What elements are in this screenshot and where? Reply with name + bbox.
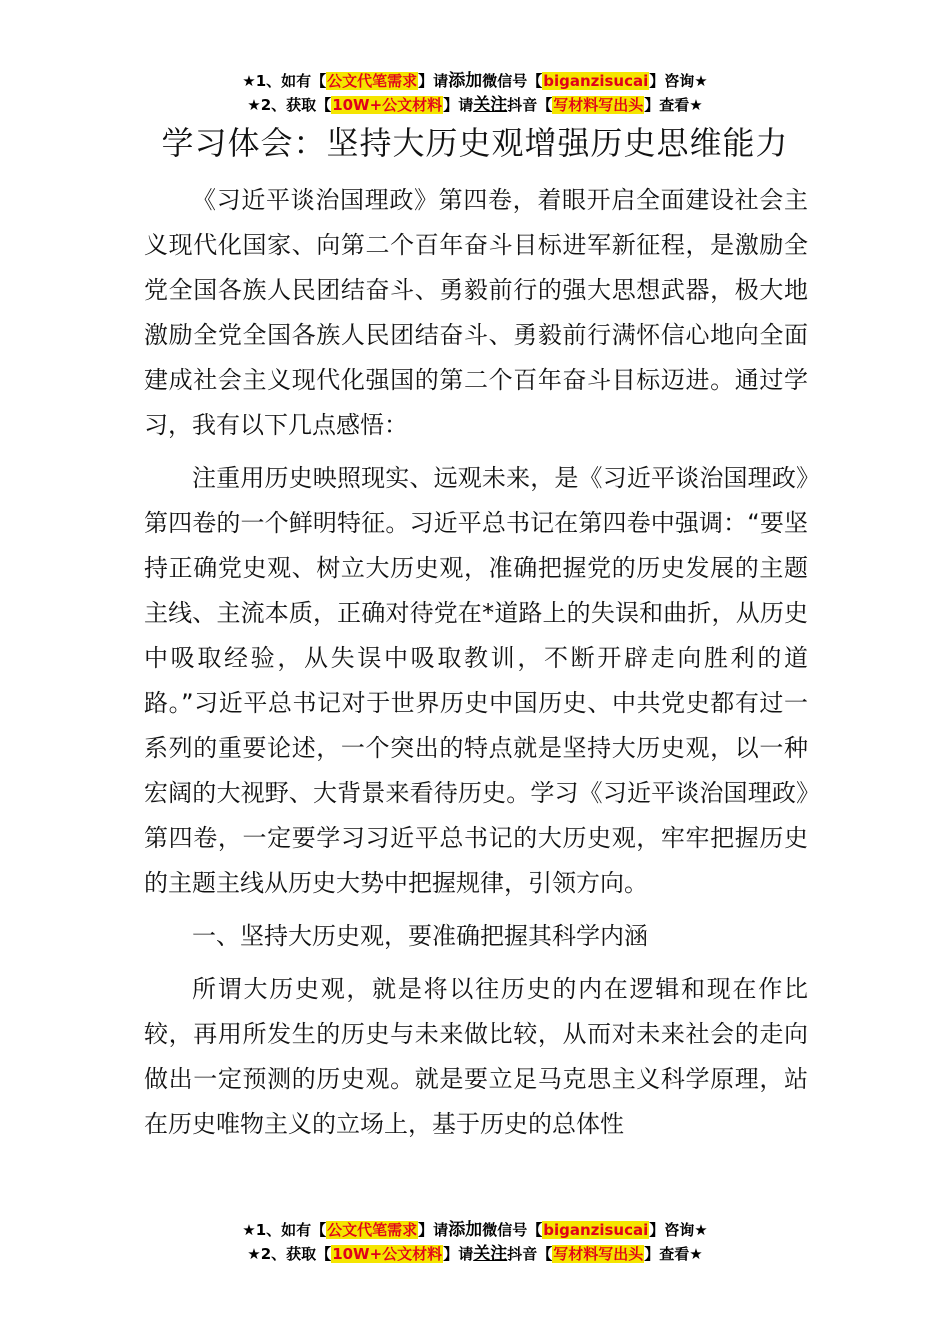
section-heading: 一、坚持大历史观，要准确把握其科学内涵 (192, 922, 648, 950)
banner-text: ★2、获取【 (247, 96, 332, 114)
banner-text: 】咨询★ (649, 1221, 708, 1239)
banner-text: 关注 (473, 95, 508, 115)
banner-highlight: 10W+公文材料 (332, 1245, 443, 1263)
banner-text: 抖音【 (507, 96, 553, 114)
banner-text: 添加 (448, 1220, 483, 1240)
banner-text: ★2、获取【 (247, 1245, 332, 1263)
banner-text: 】请 (443, 96, 474, 114)
banner-text: 抖音【 (507, 1245, 553, 1263)
paragraph: 所谓大历史观，就是将以往历史的内在逻辑和现在作比较，再用所发生的历史与未来做比较，从而对未来社会的走向做出一定预测的历史观。就是要立足马克思主义科学原理，站在历史唯物主义的立场上，基于历史的总体性 (144, 975, 808, 1138)
header-banner (0, 70, 950, 118)
banner-text: 微信号【 (482, 72, 543, 90)
banner-text: 】请 (418, 1221, 449, 1239)
document-title: 学习体会：坚持大历史观增强历史思维能力 (161, 124, 789, 162)
banner-text: 】咨询★ (649, 72, 708, 90)
banner-text: 关注 (473, 1244, 508, 1264)
banner-highlight: 10W+公文材料 (332, 96, 443, 114)
banner-wechat-id: biganzisucai (543, 72, 649, 90)
banner-text: 微信号【 (482, 1221, 543, 1239)
banner-highlight: 公文代笔需求 (327, 72, 418, 90)
banner-line-1 (0, 70, 950, 94)
paragraph: 注重用历史映照现实、远观未来，是《习近平谈治国理政》第四卷的一个鲜明特征。习近平总书记在第四卷中强调：“要坚持正确党史观、树立大历史观，准确把握党的历史发展的主题主线、主流本质，正确对待党在*道路上的失误和曲折，从历史中吸取经验，从失误中吸取教训，不断开辟走向胜利的道路。”习近平总书记对于世界历史中国历史、中共党史都有过一系列的重要论述，一个突出的特点就是坚持大历史观，以一种宏阔的大视野、大背景来看待历史。学习《习近平谈治国理政》第四卷，一定要学习习近平总书记的大历史观，牢牢把握历史的主题主线从历史大势中把握规律，引领方向。 (144, 464, 808, 897)
footer-banner (0, 1219, 950, 1267)
banner-text: 】查看★ (644, 1245, 703, 1263)
banner-text: 】请 (418, 72, 449, 90)
banner-text: 添加 (448, 71, 483, 91)
banner-text: ★1、如有【 (242, 1221, 327, 1239)
banner-highlight: 公文代笔需求 (327, 1221, 418, 1239)
banner-line-1 (0, 1219, 950, 1243)
banner-text: ★1、如有【 (242, 72, 327, 90)
banner-douyin-id: 写材料写出头 (553, 96, 644, 114)
banner-wechat-id: biganzisucai (543, 1221, 649, 1239)
paragraph: 《习近平谈治国理政》第四卷，着眼开启全面建设社会主义现代化国家、向第二个百年奋斗目标进军新征程，是激励全党全国各族人民团结奋斗、勇毅前行的强大思想武器，极大地激励全党全国各族人民团结奋斗、勇毅前行满怀信心地向全面建成社会主义现代化强国的第二个百年奋斗目标迈进。通过学习，我有以下几点感悟： (144, 186, 808, 439)
banner-text: 】请 (443, 1245, 474, 1263)
banner-text: 】查看★ (644, 96, 703, 114)
document-body (144, 178, 808, 1155)
banner-line-2 (0, 94, 950, 118)
banner-line-2 (0, 1243, 950, 1267)
banner-douyin-id: 写材料写出头 (553, 1245, 644, 1263)
